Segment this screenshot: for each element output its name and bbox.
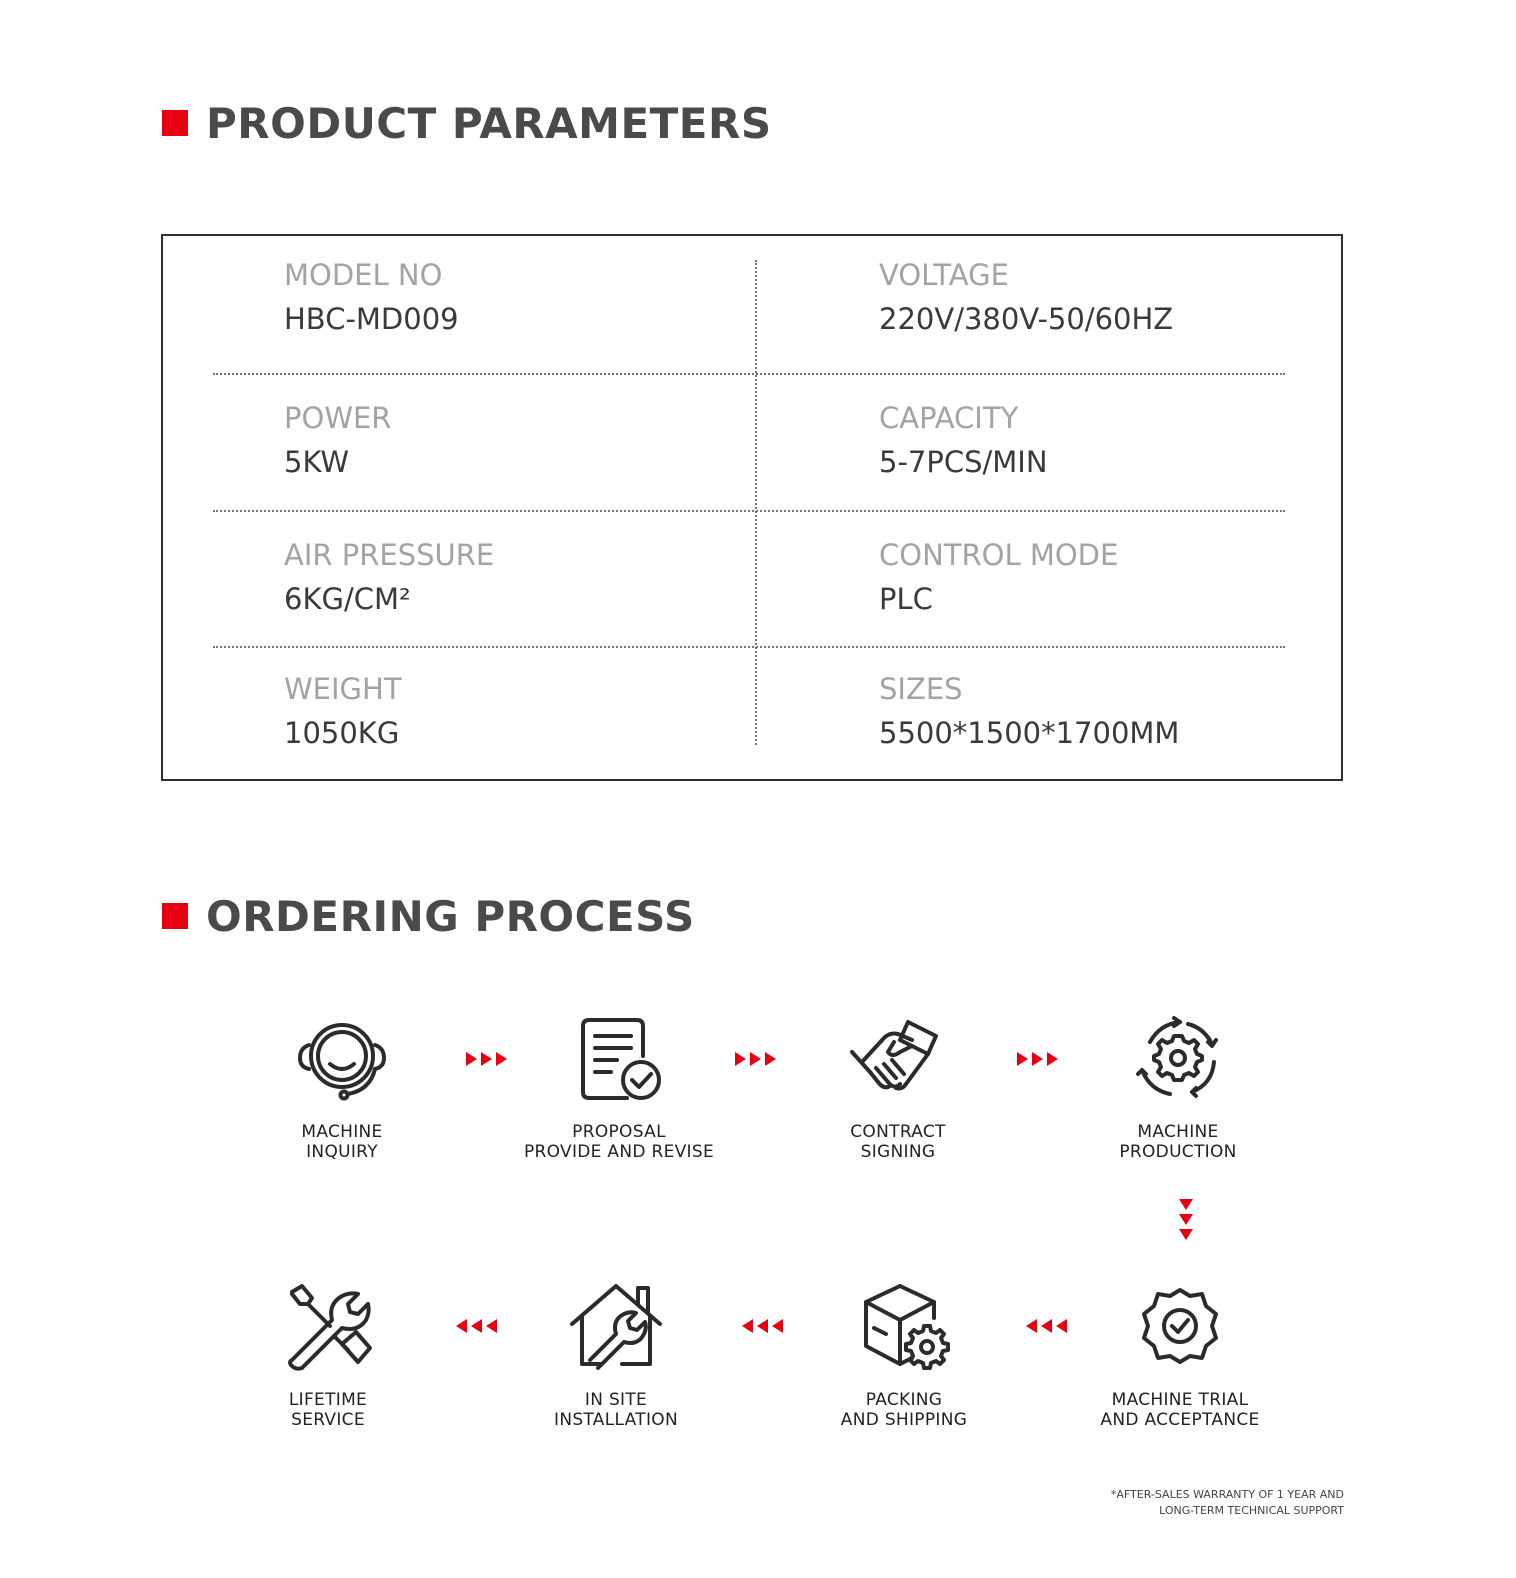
param-label: CAPACITY: [879, 401, 1019, 435]
step-label: INSTALLATION: [554, 1410, 678, 1430]
step-label: LIFETIME: [288, 1390, 368, 1410]
param-value: 1050KG: [284, 716, 400, 750]
param-cell: [284, 257, 754, 337]
row-divider: [213, 510, 1285, 512]
param-cell: [284, 537, 754, 617]
house-wrench-icon: [566, 1280, 666, 1376]
step-label: AND SHIPPING: [840, 1410, 968, 1430]
process-step-trial: [1070, 1280, 1290, 1430]
tools-icon: [278, 1280, 378, 1376]
step-label: AND ACCEPTANCE: [1100, 1410, 1260, 1430]
row-divider: [213, 646, 1285, 648]
step-label: MACHINE: [1137, 1122, 1219, 1142]
param-value: 5KW: [284, 445, 350, 479]
step-label: MACHINE TRIAL: [1111, 1390, 1249, 1410]
step-label: PRODUCTION: [1119, 1142, 1237, 1162]
arrow-right-icon: [1017, 1051, 1059, 1067]
headset-icon: [292, 1012, 392, 1108]
arrow-left-icon: [1026, 1318, 1068, 1334]
param-label: CONTROL MODE: [879, 538, 1119, 572]
step-label: SIGNING: [860, 1142, 936, 1162]
param-label: POWER: [284, 401, 392, 435]
process-step-packing: [794, 1280, 1014, 1430]
red-square-icon: [162, 903, 188, 929]
column-divider: [755, 260, 757, 745]
param-cell: [284, 671, 754, 751]
param-label: WEIGHT: [284, 672, 402, 706]
param-value: 5500*1500*1700MM: [879, 716, 1180, 750]
param-label: AIR PRESSURE: [284, 538, 495, 572]
arrow-down-icon: [1178, 1199, 1194, 1241]
param-value: 220V/380V-50/60HZ: [879, 302, 1174, 336]
arrow-left-icon: [742, 1318, 784, 1334]
red-square-icon: [162, 110, 188, 136]
step-label: CONTRACT: [850, 1122, 946, 1142]
param-label: SIZES: [879, 672, 963, 706]
footnote-line: LONG-TERM TECHNICAL SUPPORT: [1159, 1504, 1344, 1517]
step-label: INQUIRY: [306, 1142, 378, 1162]
param-cell: [284, 400, 754, 480]
footnote-line: *AFTER-SALES WARRANTY OF 1 YEAR AND: [1110, 1488, 1344, 1501]
param-label: MODEL NO: [284, 258, 443, 292]
process-heading: [162, 892, 695, 940]
step-label: IN SITE: [584, 1390, 648, 1410]
parameters-title: PRODUCT PARAMETERS: [206, 98, 772, 148]
process-step-inquiry: [232, 1012, 452, 1162]
parameters-table: [161, 234, 1343, 781]
param-value: 6KG/CM²: [284, 582, 411, 616]
badge-check-icon: [1130, 1280, 1230, 1376]
step-label: SERVICE: [291, 1410, 365, 1430]
param-cell: [879, 400, 1349, 480]
param-value: PLC: [879, 582, 933, 616]
process-step-contract: [788, 1012, 1008, 1162]
warranty-footnote: [1111, 1487, 1344, 1519]
process-step-service: [218, 1280, 438, 1430]
document-check-icon: [569, 1012, 669, 1108]
handshake-icon: [848, 1012, 948, 1108]
parameters-heading: [162, 99, 772, 147]
gear-cycle-icon: [1128, 1012, 1228, 1108]
step-label: PROPOSAL: [572, 1122, 666, 1142]
param-value: 5-7PCS/MIN: [879, 445, 1048, 479]
step-label: PACKING: [865, 1390, 943, 1410]
arrow-right-icon: [735, 1051, 777, 1067]
param-cell: [879, 257, 1349, 337]
process-step-production: [1068, 1012, 1288, 1162]
param-cell: [879, 537, 1349, 617]
process-title: ORDERING PROCESS: [206, 891, 695, 941]
process-step-installation: [506, 1280, 726, 1430]
step-label: PROVIDE AND REVISE: [524, 1142, 714, 1162]
param-value: HBC-MD009: [284, 302, 459, 336]
arrow-right-icon: [466, 1051, 508, 1067]
process-step-proposal: [509, 1012, 729, 1162]
arrow-left-icon: [456, 1318, 498, 1334]
param-label: VOLTAGE: [879, 258, 1009, 292]
param-cell: [879, 671, 1349, 751]
step-label: MACHINE: [301, 1122, 383, 1142]
row-divider: [213, 373, 1285, 375]
box-gear-icon: [854, 1280, 954, 1376]
